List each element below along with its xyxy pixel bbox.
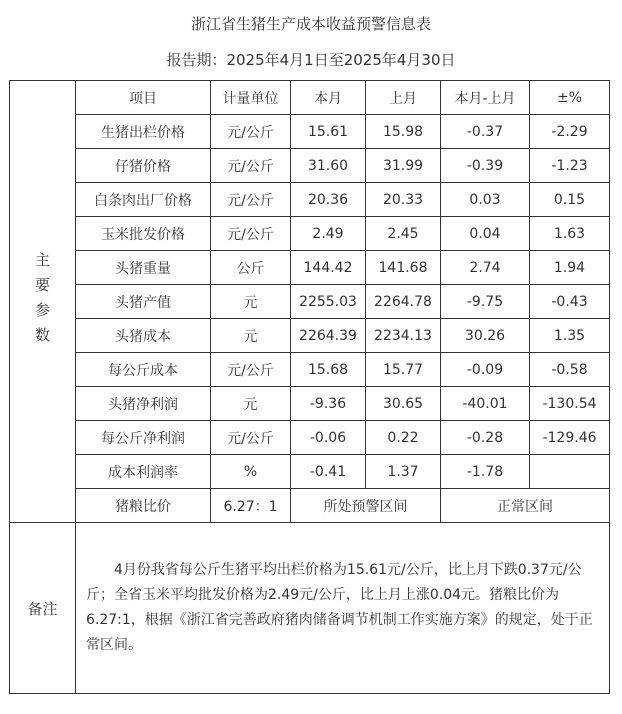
cell-diff: -0.09: [441, 353, 530, 387]
cell-unit: %: [211, 455, 291, 489]
cell-item: 每公斤成本: [76, 353, 211, 387]
remark-cell: [76, 523, 610, 694]
cell-item: 头猪产值: [76, 285, 211, 319]
cell-previous: 2.45: [366, 217, 441, 251]
ratio-label: 猪粮比价: [76, 489, 211, 523]
cell-item: 头猪成本: [76, 319, 211, 353]
cell-unit: 元/公斤: [211, 421, 291, 455]
ratio-value: 6.27：1: [211, 489, 291, 523]
warning-info-table: [9, 80, 610, 694]
report-title: 浙江省生猪生产成本收益预警信息表: [190, 15, 431, 33]
cell-diff: -1.78: [441, 455, 530, 489]
cell-previous: 2234.13: [366, 319, 441, 353]
cell-diff: -0.37: [441, 115, 530, 149]
cell-item: 白条肉出厂价格: [76, 183, 211, 217]
cell-previous: 30.65: [366, 387, 441, 421]
cell-pct: 1.94: [530, 251, 610, 285]
table-row: [10, 217, 610, 251]
cell-pct: 1.35: [530, 319, 610, 353]
table-row: [10, 285, 610, 319]
group-header-cell: 主要参数: [10, 81, 76, 523]
cell-previous: 2264.78: [366, 285, 441, 319]
cell-previous: 31.99: [366, 149, 441, 183]
cell-item: 头猪重量: [76, 251, 211, 285]
cell-pct: [530, 455, 610, 489]
cell-current: -0.41: [291, 455, 366, 489]
table-row: [10, 421, 610, 455]
cell-current: -9.36: [291, 387, 366, 421]
ratio-row: [10, 489, 610, 523]
cell-item: 仔猪价格: [76, 149, 211, 183]
cell-diff: -0.39: [441, 149, 530, 183]
cell-previous: 1.37: [366, 455, 441, 489]
cell-pct: -0.58: [530, 353, 610, 387]
cell-item: 每公斤净利润: [76, 421, 211, 455]
cell-unit: 元: [211, 285, 291, 319]
cell-pct: -2.29: [530, 115, 610, 149]
header-item: 项目: [76, 81, 211, 115]
cell-pct: -0.43: [530, 285, 610, 319]
cell-current: 2264.39: [291, 319, 366, 353]
cell-unit: 元/公斤: [211, 183, 291, 217]
cell-diff: 0.03: [441, 183, 530, 217]
cell-current: 15.68: [291, 353, 366, 387]
cell-diff: 2.74: [441, 251, 530, 285]
zone-label: 所处预警区间: [291, 489, 441, 523]
table-row: [10, 353, 610, 387]
cell-current: 2.49: [291, 217, 366, 251]
cell-unit: 元/公斤: [211, 149, 291, 183]
cell-previous: 0.22: [366, 421, 441, 455]
cell-pct: 0.15: [530, 183, 610, 217]
cell-unit: 公斤: [211, 251, 291, 285]
remark-label: 备注: [10, 523, 76, 694]
header-unit: 计量单位: [211, 81, 291, 115]
header-previous: 上月: [366, 81, 441, 115]
cell-unit: 元/公斤: [211, 217, 291, 251]
table-row: [10, 251, 610, 285]
cell-pct: 1.63: [530, 217, 610, 251]
cell-unit: 元: [211, 319, 291, 353]
cell-diff: 0.04: [441, 217, 530, 251]
table-row: [10, 319, 610, 353]
cell-item: 成本利润率: [76, 455, 211, 489]
table-row: [10, 183, 610, 217]
report-period: 报告期：2025年4月1日至2025年4月30日: [166, 51, 456, 69]
header-row: [10, 81, 610, 115]
cell-previous: 15.77: [366, 353, 441, 387]
cell-diff: -40.01: [441, 387, 530, 421]
cell-current: 144.42: [291, 251, 366, 285]
header-diff: 本月-上月: [441, 81, 530, 115]
cell-pct: -129.46: [530, 421, 610, 455]
cell-diff: -9.75: [441, 285, 530, 319]
cell-pct: -130.54: [530, 387, 610, 421]
cell-previous: 15.98: [366, 115, 441, 149]
cell-unit: 元/公斤: [211, 353, 291, 387]
cell-current: 15.61: [291, 115, 366, 149]
cell-current: 2255.03: [291, 285, 366, 319]
cell-item: 玉米批发价格: [76, 217, 211, 251]
cell-current: 31.60: [291, 149, 366, 183]
cell-diff: 30.26: [441, 319, 530, 353]
table-row: [10, 115, 610, 149]
cell-item: 生猪出栏价格: [76, 115, 211, 149]
remark-text: 4月份我省每公斤生猪平均出栏价格为15.61元/公斤，比上月下跌0.37元/公斤；全省玉米平均批发价格为2.49元/公斤，比上月上涨0.04元。猪粮比价为6.27:1，根据《浙江省完善政府猪肉储备调节机制工作实施方案》的规定，处于正常区间。: [86, 562, 593, 653]
cell-item: 头猪净利润: [76, 387, 211, 421]
header-pct: ±%: [530, 81, 610, 115]
table-row: [10, 387, 610, 421]
cell-current: 20.36: [291, 183, 366, 217]
table-row: [10, 455, 610, 489]
remark-row: [10, 523, 610, 694]
table-row: [10, 149, 610, 183]
cell-pct: -1.23: [530, 149, 610, 183]
cell-unit: 元: [211, 387, 291, 421]
zone-value: 正常区间: [441, 489, 610, 523]
cell-unit: 元/公斤: [211, 115, 291, 149]
cell-current: -0.06: [291, 421, 366, 455]
cell-diff: -0.28: [441, 421, 530, 455]
cell-previous: 141.68: [366, 251, 441, 285]
header-current: 本月: [291, 81, 366, 115]
cell-previous: 20.33: [366, 183, 441, 217]
